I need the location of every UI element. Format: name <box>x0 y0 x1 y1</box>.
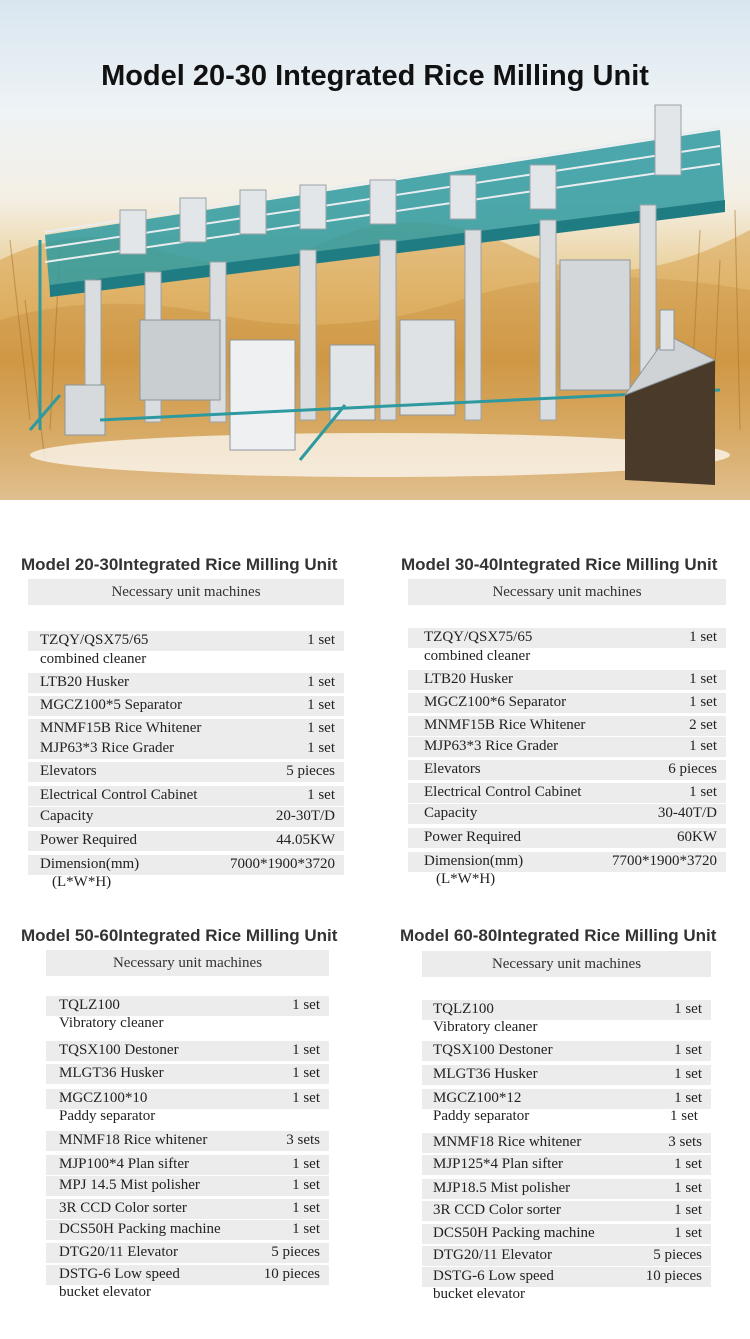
item-name: DCS50H Packing machine <box>59 1221 221 1237</box>
item-name: MJP100*4 Plan sifter <box>59 1156 190 1172</box>
item-quantity: 1 set <box>674 1180 702 1196</box>
table-title: Model 30-40Integrated Rice Milling Unit <box>401 555 718 574</box>
item-quantity: 5 pieces <box>653 1247 702 1263</box>
table-row <box>408 828 726 848</box>
item-name: TQSX100 Destoner <box>433 1042 553 1058</box>
table-row <box>46 1089 329 1109</box>
item-quantity: 1 set <box>689 738 717 754</box>
item-subtitle: Paddy separator <box>433 1108 530 1124</box>
item-quantity: 1 set <box>292 1090 320 1106</box>
item-quantity: 1 set <box>307 740 335 756</box>
item-name: Power Required <box>40 832 138 848</box>
item-quantity: 7700*1900*3720 <box>612 853 717 869</box>
item-subtitle: combined cleaner <box>40 651 147 667</box>
item-name: Dimension(mm) <box>424 853 524 869</box>
item-quantity: 1 set <box>292 997 320 1013</box>
table-header: Necessary unit machines <box>46 950 329 976</box>
item-name: MLGT36 Husker <box>59 1065 164 1081</box>
table-header: Necessary unit machines <box>422 951 711 977</box>
item-quantity: 1 set <box>689 671 717 687</box>
item-name: DSTG-6 Low speed <box>433 1268 554 1284</box>
item-quantity: 1 set <box>689 629 717 645</box>
table-row <box>28 831 344 851</box>
item-name: TZQY/QSX75/65 <box>40 632 149 648</box>
table-row <box>422 1246 711 1266</box>
table-row <box>422 1224 711 1244</box>
item-quantity: 1 set <box>292 1200 320 1216</box>
table-row <box>46 1243 329 1263</box>
item-name: Elevators <box>40 763 97 779</box>
table-row <box>46 1155 329 1175</box>
table-row <box>46 1199 329 1219</box>
item-quantity: 5 pieces <box>271 1244 320 1260</box>
item-quantity: 3 sets <box>668 1134 702 1150</box>
item-name: Electrical Control Cabinet <box>40 787 198 803</box>
table-row <box>46 996 329 1016</box>
table-row <box>28 855 344 875</box>
page-title: Model 20-30 Integrated Rice Milling Unit <box>101 60 649 92</box>
table-header: Necessary unit machines <box>408 579 726 605</box>
item-subtitle: (L*W*H) <box>436 871 496 887</box>
item-name: MGCZ100*5 Separator <box>40 697 183 713</box>
table-row <box>408 760 726 780</box>
item-quantity: 1 set <box>307 787 335 803</box>
item-name: MJP18.5 Mist polisher <box>433 1180 571 1196</box>
item-name: Capacity <box>40 808 94 824</box>
item-name: 3R CCD Color sorter <box>433 1202 561 1218</box>
table-row <box>46 1131 329 1151</box>
table-row <box>46 1220 329 1240</box>
item-quantity: 1 set <box>674 1202 702 1218</box>
item-name: TQLZ100 <box>59 997 120 1013</box>
item-name: Electrical Control Cabinet <box>424 784 582 800</box>
item-name: MNMF18 Rice whitener <box>59 1132 208 1148</box>
table-header: Necessary unit machines <box>28 579 344 605</box>
item-subtitle: (L*W*H) <box>52 874 112 890</box>
item-quantity: 30-40T/D <box>657 805 717 821</box>
table-row <box>422 1089 711 1109</box>
item-quantity: 1 set <box>292 1221 320 1237</box>
table-title: Model 60-80Integrated Rice Milling Unit <box>400 926 717 945</box>
table-row <box>28 786 344 806</box>
item-name: DSTG-6 Low speed <box>59 1266 180 1282</box>
item-quantity: 60KW <box>677 829 717 845</box>
item-quantity: 1 set <box>689 694 717 710</box>
table-row <box>408 804 726 824</box>
item-subtitle: Vibratory cleaner <box>59 1015 164 1031</box>
item-name: MJP125*4 Plan sifter <box>433 1156 564 1172</box>
item-quantity: 1 set <box>307 632 335 648</box>
table-row <box>408 852 726 872</box>
item-name: MPJ 14.5 Mist polisher <box>59 1177 200 1193</box>
item-subtitle: Paddy separator <box>59 1108 156 1124</box>
table-row <box>408 693 726 713</box>
item-name: Capacity <box>424 805 478 821</box>
item-name: Dimension(mm) <box>40 856 140 872</box>
item-name: LTB20 Husker <box>40 674 130 690</box>
item-quantity: 1 set <box>307 697 335 713</box>
table-row <box>408 737 726 757</box>
table-row <box>28 696 344 716</box>
table-row <box>28 807 344 827</box>
item-name: Power Required <box>424 829 522 845</box>
table-row <box>408 670 726 690</box>
item-quantity: 3 sets <box>286 1132 320 1148</box>
item-subtitle: bucket elevator <box>59 1284 152 1300</box>
table-row <box>46 1041 329 1061</box>
item-quantity: 1 set <box>674 1001 702 1017</box>
table-row <box>28 719 344 739</box>
table-row <box>422 1000 711 1020</box>
table-row <box>28 631 344 651</box>
item-quantity: 1 set <box>674 1066 702 1082</box>
item-quantity: 44.05KW <box>276 832 335 848</box>
item-subtitle: combined cleaner <box>424 648 531 664</box>
item-quantity: 7000*1900*3720 <box>230 856 335 872</box>
item-name: MJP63*3 Rice Grader <box>40 740 175 756</box>
item-name: TZQY/QSX75/65 <box>424 629 533 645</box>
item-name: MGCZ100*12 <box>433 1090 522 1106</box>
table-row <box>46 1265 329 1285</box>
item-quantity: 6 pieces <box>668 761 717 777</box>
item-name: LTB20 Husker <box>424 671 514 687</box>
item-name: TQSX100 Destoner <box>59 1042 179 1058</box>
item-name: DTG20/11 Elevator <box>433 1247 552 1263</box>
item-quantity: 1 set <box>292 1065 320 1081</box>
item-quantity: 1 set <box>307 720 335 736</box>
item-quantity-secondary: 1 set <box>670 1108 698 1124</box>
item-name: MJP63*3 Rice Grader <box>424 738 559 754</box>
item-quantity: 1 set <box>292 1177 320 1193</box>
item-quantity: 1 set <box>674 1042 702 1058</box>
item-quantity: 20-30T/D <box>275 808 335 824</box>
item-quantity: 1 set <box>689 784 717 800</box>
table-row <box>422 1179 711 1199</box>
table-row <box>28 673 344 693</box>
item-quantity: 1 set <box>307 674 335 690</box>
table-row <box>408 628 726 648</box>
table-title: Model 20-30Integrated Rice Milling Unit <box>21 555 338 574</box>
item-subtitle: bucket elevator <box>433 1286 526 1302</box>
item-quantity: 1 set <box>674 1225 702 1241</box>
table-row <box>422 1155 711 1175</box>
item-quantity: 1 set <box>292 1042 320 1058</box>
item-name: MGCZ100*10 <box>59 1090 148 1106</box>
item-quantity: 2 set <box>689 717 717 733</box>
item-quantity: 10 pieces <box>645 1268 702 1284</box>
table-row <box>422 1133 711 1153</box>
item-quantity: 10 pieces <box>263 1266 320 1282</box>
table-row <box>422 1065 711 1085</box>
table-row <box>28 762 344 782</box>
table-row <box>408 716 726 736</box>
item-quantity: 1 set <box>674 1090 702 1106</box>
hero-banner <box>0 0 750 500</box>
item-name: MNMF18 Rice whitener <box>433 1134 582 1150</box>
item-quantity: 5 pieces <box>286 763 335 779</box>
item-quantity: 1 set <box>292 1156 320 1172</box>
table-row <box>46 1064 329 1084</box>
item-name: MGCZ100*6 Separator <box>424 694 567 710</box>
item-name: MNMF15B Rice Whitener <box>424 717 586 733</box>
table-title: Model 50-60Integrated Rice Milling Unit <box>21 926 338 945</box>
item-name: DCS50H Packing machine <box>433 1225 595 1241</box>
item-name: 3R CCD Color sorter <box>59 1200 187 1216</box>
table-row <box>46 1176 329 1196</box>
item-name: DTG20/11 Elevator <box>59 1244 178 1260</box>
item-quantity: 1 set <box>674 1156 702 1172</box>
table-row <box>28 739 344 759</box>
table-row <box>408 783 726 803</box>
table-row <box>422 1041 711 1061</box>
item-name: MLGT36 Husker <box>433 1066 538 1082</box>
item-name: MNMF15B Rice Whitener <box>40 720 202 736</box>
table-row <box>422 1267 711 1287</box>
item-name: TQLZ100 <box>433 1001 494 1017</box>
item-subtitle: Vibratory cleaner <box>433 1019 538 1035</box>
item-name: Elevators <box>424 761 481 777</box>
table-row <box>422 1201 711 1221</box>
